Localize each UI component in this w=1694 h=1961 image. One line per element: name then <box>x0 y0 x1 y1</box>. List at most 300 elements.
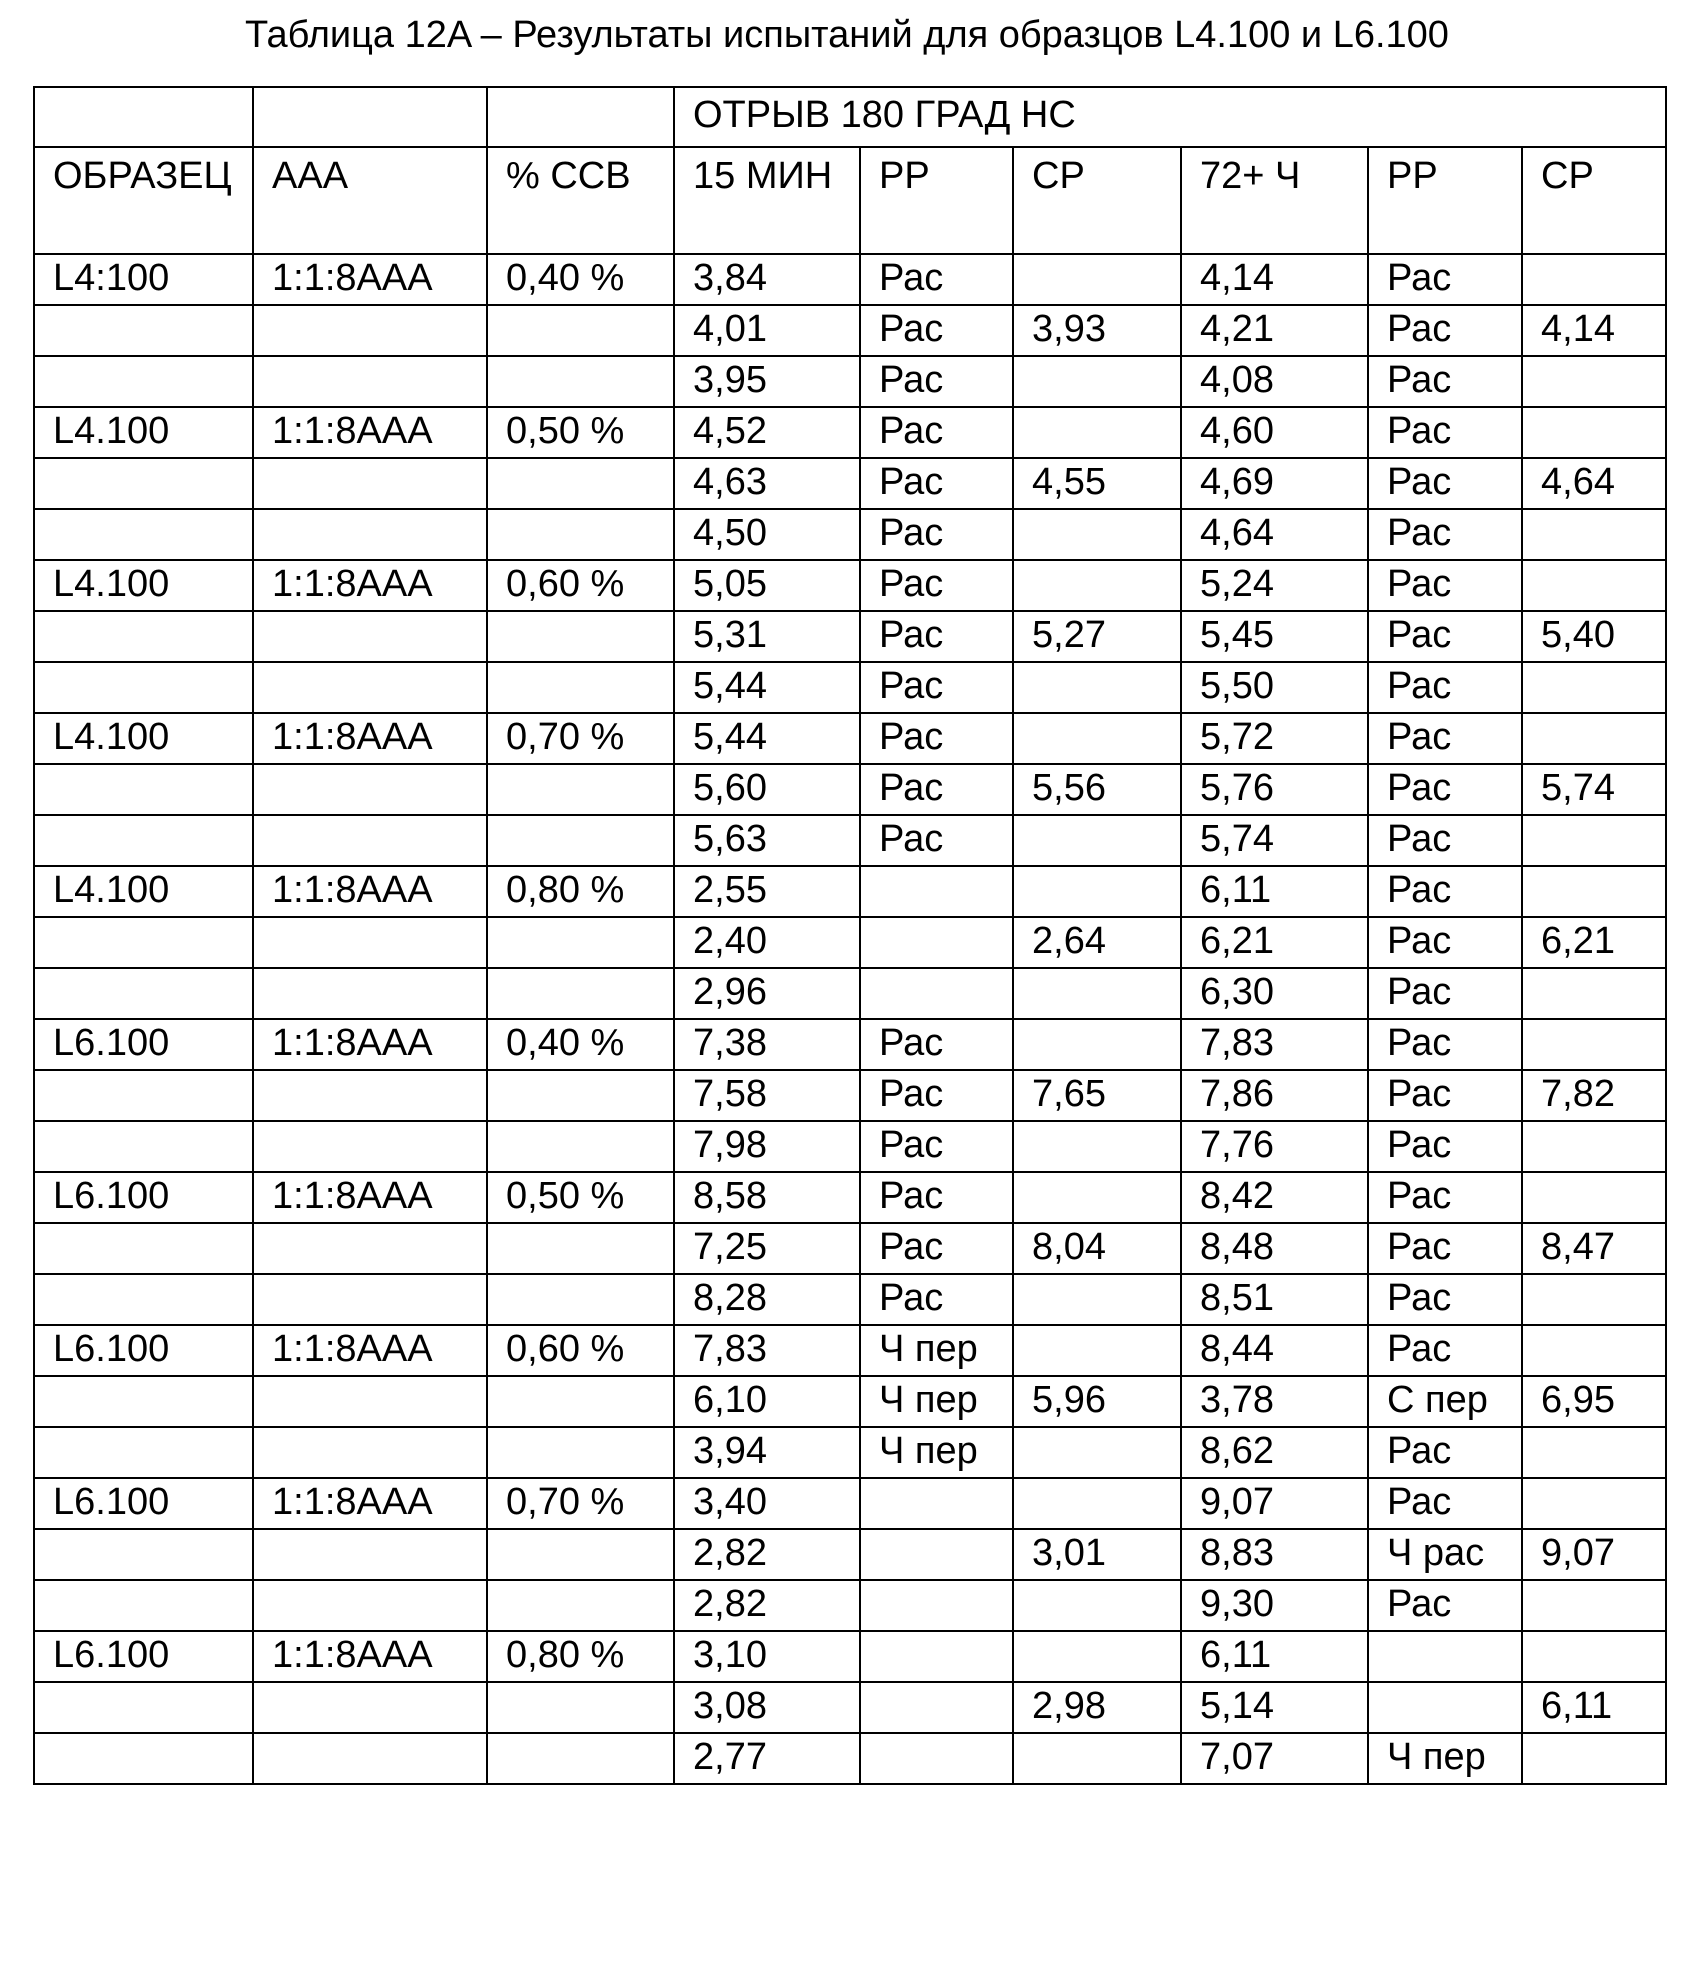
header-aaa: AAA <box>253 147 487 254</box>
cell-sample <box>34 1733 253 1784</box>
cell-pp-15-min: Рас <box>860 764 1013 815</box>
cell-aaa <box>253 1427 487 1478</box>
cell-sample <box>34 968 253 1019</box>
cell-cp-15-min <box>1013 1325 1181 1376</box>
cell-sample <box>34 509 253 560</box>
table-row <box>34 1376 1666 1427</box>
cell-cp-15-min: 3,93 <box>1013 305 1181 356</box>
table-row <box>34 611 1666 662</box>
cell-pp-15-min: Рас <box>860 1172 1013 1223</box>
cell-value-15-min: 7,58 <box>674 1070 860 1121</box>
cell-cp-72-h: 8,47 <box>1522 1223 1666 1274</box>
cell-ccb <box>487 1070 674 1121</box>
cell-pp-15-min: Рас <box>860 1121 1013 1172</box>
header-empty-cell <box>34 87 253 147</box>
cell-ccb <box>487 764 674 815</box>
cell-value-72-h: 7,76 <box>1181 1121 1368 1172</box>
table-row <box>34 1019 1666 1070</box>
cell-ccb <box>487 1376 674 1427</box>
cell-pp-15-min: Рас <box>860 254 1013 305</box>
table-row <box>34 509 1666 560</box>
cell-cp-72-h <box>1522 713 1666 764</box>
cell-ccb <box>487 968 674 1019</box>
cell-value-15-min: 5,44 <box>674 662 860 713</box>
cell-pp-72-h: Рас <box>1368 764 1522 815</box>
header-pp-2: РР <box>1368 147 1522 254</box>
table-row <box>34 458 1666 509</box>
cell-value-72-h: 8,48 <box>1181 1223 1368 1274</box>
cell-pp-15-min: Рас <box>860 407 1013 458</box>
cell-aaa: 1:1:8AAA <box>253 254 487 305</box>
cell-pp-15-min: Рас <box>860 560 1013 611</box>
cell-cp-15-min <box>1013 1478 1181 1529</box>
cell-pp-72-h: Рас <box>1368 1325 1522 1376</box>
cell-aaa: 1:1:8AAA <box>253 1172 487 1223</box>
cell-value-15-min: 8,28 <box>674 1274 860 1325</box>
cell-ccb <box>487 662 674 713</box>
cell-value-72-h: 7,83 <box>1181 1019 1368 1070</box>
cell-value-15-min: 3,95 <box>674 356 860 407</box>
cell-pp-15-min <box>860 1580 1013 1631</box>
cell-cp-72-h <box>1522 560 1666 611</box>
cell-pp-72-h: Рас <box>1368 1019 1522 1070</box>
cell-cp-15-min <box>1013 560 1181 611</box>
table-row <box>34 917 1666 968</box>
header-cp-1: СР <box>1013 147 1181 254</box>
cell-ccb <box>487 1274 674 1325</box>
table-row <box>34 1274 1666 1325</box>
cell-pp-72-h: Рас <box>1368 917 1522 968</box>
cell-aaa <box>253 968 487 1019</box>
cell-aaa <box>253 356 487 407</box>
table-row <box>34 356 1666 407</box>
cell-value-72-h: 8,42 <box>1181 1172 1368 1223</box>
cell-cp-72-h <box>1522 662 1666 713</box>
cell-cp-72-h <box>1522 1580 1666 1631</box>
table-row <box>34 1478 1666 1529</box>
cell-cp-15-min <box>1013 509 1181 560</box>
cell-value-15-min: 3,40 <box>674 1478 860 1529</box>
table-row <box>34 866 1666 917</box>
cell-cp-15-min: 8,04 <box>1013 1223 1181 1274</box>
cell-value-72-h: 7,86 <box>1181 1070 1368 1121</box>
cell-value-72-h: 8,62 <box>1181 1427 1368 1478</box>
cell-ccb: 0,80 % <box>487 1631 674 1682</box>
cell-cp-15-min <box>1013 1019 1181 1070</box>
cell-value-72-h: 9,07 <box>1181 1478 1368 1529</box>
cell-aaa <box>253 1223 487 1274</box>
cell-ccb: 0,50 % <box>487 407 674 458</box>
cell-aaa: 1:1:8AAA <box>253 866 487 917</box>
cell-value-15-min: 5,05 <box>674 560 860 611</box>
cell-pp-72-h: Рас <box>1368 356 1522 407</box>
cell-pp-15-min: Рас <box>860 815 1013 866</box>
cell-cp-72-h: 5,74 <box>1522 764 1666 815</box>
header-sample: ОБРАЗЕЦ <box>34 147 253 254</box>
cell-pp-15-min: Рас <box>860 1019 1013 1070</box>
cell-value-72-h: 4,60 <box>1181 407 1368 458</box>
cell-pp-15-min: Рас <box>860 662 1013 713</box>
cell-pp-15-min: Ч пер <box>860 1376 1013 1427</box>
header-empty-cell <box>253 87 487 147</box>
cell-pp-72-h: Рас <box>1368 254 1522 305</box>
cell-cp-15-min: 2,98 <box>1013 1682 1181 1733</box>
cell-pp-15-min <box>860 1478 1013 1529</box>
cell-aaa <box>253 1274 487 1325</box>
cell-pp-72-h <box>1368 1682 1522 1733</box>
header-pp-1: РР <box>860 147 1013 254</box>
cell-sample: L4.100 <box>34 407 253 458</box>
cell-aaa <box>253 1682 487 1733</box>
cell-aaa: 1:1:8AAA <box>253 1631 487 1682</box>
cell-cp-15-min <box>1013 1274 1181 1325</box>
cell-cp-72-h <box>1522 254 1666 305</box>
cell-value-72-h: 4,14 <box>1181 254 1368 305</box>
header-15-min: 15 МИН <box>674 147 860 254</box>
cell-aaa <box>253 1070 487 1121</box>
cell-value-72-h: 5,14 <box>1181 1682 1368 1733</box>
cell-ccb: 0,40 % <box>487 254 674 305</box>
cell-value-72-h: 5,24 <box>1181 560 1368 611</box>
cell-sample: L6.100 <box>34 1019 253 1070</box>
cell-ccb <box>487 1427 674 1478</box>
cell-pp-15-min: Рас <box>860 356 1013 407</box>
cell-value-15-min: 3,94 <box>674 1427 860 1478</box>
cell-ccb: 0,40 % <box>487 1019 674 1070</box>
cell-cp-72-h: 9,07 <box>1522 1529 1666 1580</box>
cell-pp-72-h: Рас <box>1368 1121 1522 1172</box>
cell-cp-15-min: 4,55 <box>1013 458 1181 509</box>
cell-value-72-h: 7,07 <box>1181 1733 1368 1784</box>
results-table <box>33 86 1667 1785</box>
cell-aaa: 1:1:8AAA <box>253 1325 487 1376</box>
cell-cp-15-min: 5,96 <box>1013 1376 1181 1427</box>
cell-cp-15-min <box>1013 1172 1181 1223</box>
cell-value-15-min: 6,10 <box>674 1376 860 1427</box>
cell-cp-15-min <box>1013 1427 1181 1478</box>
cell-value-72-h: 5,74 <box>1181 815 1368 866</box>
cell-ccb <box>487 1529 674 1580</box>
cell-sample <box>34 917 253 968</box>
cell-value-72-h: 5,76 <box>1181 764 1368 815</box>
cell-sample: L6.100 <box>34 1325 253 1376</box>
table-row <box>34 1121 1666 1172</box>
cell-sample <box>34 305 253 356</box>
cell-sample <box>34 764 253 815</box>
table-title: Таблица 12A – Результаты испытаний для образцов L4.100 и L6.100 <box>245 14 1449 56</box>
cell-cp-15-min <box>1013 866 1181 917</box>
table-row <box>34 1223 1666 1274</box>
cell-aaa: 1:1:8AAA <box>253 560 487 611</box>
cell-pp-72-h: Рас <box>1368 1427 1522 1478</box>
cell-value-72-h: 4,64 <box>1181 509 1368 560</box>
cell-ccb: 0,60 % <box>487 1325 674 1376</box>
cell-aaa <box>253 815 487 866</box>
cell-cp-72-h <box>1522 509 1666 560</box>
table-row <box>34 815 1666 866</box>
cell-value-72-h: 6,11 <box>1181 866 1368 917</box>
table-row <box>34 1325 1666 1376</box>
table-row <box>34 713 1666 764</box>
cell-cp-72-h: 4,64 <box>1522 458 1666 509</box>
cell-cp-15-min <box>1013 1580 1181 1631</box>
cell-pp-72-h: С пер <box>1368 1376 1522 1427</box>
cell-ccb <box>487 305 674 356</box>
cell-pp-72-h: Рас <box>1368 968 1522 1019</box>
cell-aaa <box>253 1733 487 1784</box>
cell-value-72-h: 6,30 <box>1181 968 1368 1019</box>
cell-pp-15-min: Рас <box>860 1223 1013 1274</box>
cell-pp-72-h: Рас <box>1368 611 1522 662</box>
cell-cp-15-min <box>1013 1733 1181 1784</box>
cell-cp-15-min <box>1013 1631 1181 1682</box>
cell-sample <box>34 1376 253 1427</box>
cell-value-15-min: 7,98 <box>674 1121 860 1172</box>
cell-value-72-h: 5,72 <box>1181 713 1368 764</box>
cell-ccb: 0,60 % <box>487 560 674 611</box>
cell-pp-72-h: Рас <box>1368 509 1522 560</box>
cell-pp-72-h: Рас <box>1368 1223 1522 1274</box>
cell-pp-72-h: Рас <box>1368 713 1522 764</box>
cell-aaa <box>253 764 487 815</box>
cell-pp-72-h: Рас <box>1368 1070 1522 1121</box>
cell-pp-72-h: Рас <box>1368 866 1522 917</box>
cell-cp-72-h <box>1522 1121 1666 1172</box>
cell-pp-72-h: Рас <box>1368 1172 1522 1223</box>
cell-value-72-h: 9,30 <box>1181 1580 1368 1631</box>
cell-sample <box>34 1682 253 1733</box>
cell-value-72-h: 4,08 <box>1181 356 1368 407</box>
cell-pp-72-h: Ч рас <box>1368 1529 1522 1580</box>
cell-cp-15-min: 7,65 <box>1013 1070 1181 1121</box>
cell-sample: L4.100 <box>34 866 253 917</box>
cell-ccb <box>487 815 674 866</box>
cell-pp-72-h: Рас <box>1368 662 1522 713</box>
cell-sample <box>34 611 253 662</box>
cell-ccb <box>487 509 674 560</box>
cell-pp-15-min: Рас <box>860 611 1013 662</box>
table-row <box>34 1682 1666 1733</box>
cell-aaa <box>253 662 487 713</box>
cell-sample <box>34 1121 253 1172</box>
cell-value-15-min: 2,55 <box>674 866 860 917</box>
table-row <box>34 560 1666 611</box>
cell-value-15-min: 2,77 <box>674 1733 860 1784</box>
cell-cp-72-h <box>1522 356 1666 407</box>
cell-pp-15-min <box>860 917 1013 968</box>
cell-sample <box>34 662 253 713</box>
cell-aaa: 1:1:8AAA <box>253 713 487 764</box>
cell-value-15-min: 7,38 <box>674 1019 860 1070</box>
table-row <box>34 254 1666 305</box>
cell-value-15-min: 2,96 <box>674 968 860 1019</box>
cell-value-15-min: 7,83 <box>674 1325 860 1376</box>
cell-cp-72-h <box>1522 1631 1666 1682</box>
cell-pp-72-h <box>1368 1631 1522 1682</box>
cell-ccb <box>487 1580 674 1631</box>
cell-value-15-min: 2,40 <box>674 917 860 968</box>
header-peel-group: ОТРЫВ 180 ГРАД НС <box>674 87 1666 147</box>
cell-cp-72-h: 6,21 <box>1522 917 1666 968</box>
cell-aaa: 1:1:8AAA <box>253 1019 487 1070</box>
cell-pp-15-min <box>860 866 1013 917</box>
cell-aaa <box>253 1529 487 1580</box>
cell-value-72-h: 6,21 <box>1181 917 1368 968</box>
cell-sample <box>34 1223 253 1274</box>
header-empty-cell <box>487 87 674 147</box>
cell-pp-72-h: Рас <box>1368 407 1522 458</box>
cell-aaa <box>253 458 487 509</box>
cell-cp-15-min <box>1013 254 1181 305</box>
cell-cp-15-min <box>1013 407 1181 458</box>
cell-pp-15-min: Рас <box>860 305 1013 356</box>
header-row-group <box>34 87 1666 147</box>
cell-cp-72-h <box>1522 1427 1666 1478</box>
table-row <box>34 1631 1666 1682</box>
cell-value-72-h: 8,83 <box>1181 1529 1368 1580</box>
table-row <box>34 1172 1666 1223</box>
cell-ccb <box>487 356 674 407</box>
cell-cp-72-h <box>1522 1325 1666 1376</box>
cell-pp-15-min: Рас <box>860 509 1013 560</box>
cell-cp-15-min <box>1013 815 1181 866</box>
cell-pp-72-h: Рас <box>1368 1478 1522 1529</box>
cell-cp-72-h <box>1522 407 1666 458</box>
cell-aaa: 1:1:8AAA <box>253 407 487 458</box>
cell-cp-15-min <box>1013 356 1181 407</box>
cell-cp-72-h <box>1522 1274 1666 1325</box>
cell-cp-72-h: 6,95 <box>1522 1376 1666 1427</box>
table-row <box>34 1427 1666 1478</box>
cell-sample: L4.100 <box>34 560 253 611</box>
cell-aaa <box>253 305 487 356</box>
cell-cp-15-min <box>1013 968 1181 1019</box>
cell-aaa: 1:1:8AAA <box>253 1478 487 1529</box>
cell-ccb: 0,80 % <box>487 866 674 917</box>
cell-pp-72-h: Рас <box>1368 1580 1522 1631</box>
cell-value-15-min: 4,52 <box>674 407 860 458</box>
cell-value-15-min: 5,60 <box>674 764 860 815</box>
cell-cp-72-h <box>1522 1019 1666 1070</box>
cell-value-72-h: 4,21 <box>1181 305 1368 356</box>
cell-value-15-min: 2,82 <box>674 1529 860 1580</box>
cell-aaa <box>253 611 487 662</box>
cell-pp-15-min: Рас <box>860 1274 1013 1325</box>
cell-sample <box>34 1070 253 1121</box>
cell-value-15-min: 5,44 <box>674 713 860 764</box>
cell-value-15-min: 3,08 <box>674 1682 860 1733</box>
cell-pp-15-min: Рас <box>860 713 1013 764</box>
cell-cp-72-h: 4,14 <box>1522 305 1666 356</box>
cell-value-72-h: 4,69 <box>1181 458 1368 509</box>
cell-pp-72-h: Рас <box>1368 1274 1522 1325</box>
cell-pp-72-h: Рас <box>1368 560 1522 611</box>
cell-ccb <box>487 611 674 662</box>
cell-pp-15-min: Ч пер <box>860 1325 1013 1376</box>
cell-value-72-h: 3,78 <box>1181 1376 1368 1427</box>
cell-pp-15-min <box>860 1682 1013 1733</box>
cell-sample <box>34 1580 253 1631</box>
cell-sample: L4:100 <box>34 254 253 305</box>
cell-value-15-min: 8,58 <box>674 1172 860 1223</box>
cell-sample <box>34 815 253 866</box>
cell-pp-15-min <box>860 968 1013 1019</box>
cell-cp-72-h <box>1522 1733 1666 1784</box>
cell-aaa <box>253 509 487 560</box>
cell-ccb <box>487 1121 674 1172</box>
cell-pp-72-h: Рас <box>1368 458 1522 509</box>
header-ccb: % ССВ <box>487 147 674 254</box>
cell-cp-15-min <box>1013 1121 1181 1172</box>
cell-pp-15-min: Ч пер <box>860 1427 1013 1478</box>
cell-cp-72-h <box>1522 968 1666 1019</box>
table-row <box>34 1733 1666 1784</box>
cell-sample: L4.100 <box>34 713 253 764</box>
cell-pp-72-h: Ч пер <box>1368 1733 1522 1784</box>
table-row <box>34 305 1666 356</box>
cell-cp-72-h <box>1522 1478 1666 1529</box>
cell-sample <box>34 1274 253 1325</box>
cell-value-15-min: 7,25 <box>674 1223 860 1274</box>
cell-aaa <box>253 1121 487 1172</box>
cell-pp-15-min <box>860 1733 1013 1784</box>
table-row <box>34 407 1666 458</box>
cell-value-15-min: 5,63 <box>674 815 860 866</box>
cell-value-72-h: 8,51 <box>1181 1274 1368 1325</box>
cell-aaa <box>253 1376 487 1427</box>
cell-value-72-h: 8,44 <box>1181 1325 1368 1376</box>
cell-value-15-min: 4,01 <box>674 305 860 356</box>
cell-ccb <box>487 917 674 968</box>
cell-ccb <box>487 458 674 509</box>
cell-value-15-min: 3,84 <box>674 254 860 305</box>
cell-ccb <box>487 1733 674 1784</box>
cell-cp-72-h <box>1522 815 1666 866</box>
cell-sample <box>34 1529 253 1580</box>
cell-cp-15-min: 3,01 <box>1013 1529 1181 1580</box>
header-row-columns <box>34 147 1666 254</box>
cell-pp-15-min <box>860 1631 1013 1682</box>
cell-sample: L6.100 <box>34 1631 253 1682</box>
table-row <box>34 1070 1666 1121</box>
cell-cp-72-h <box>1522 866 1666 917</box>
cell-value-15-min: 2,82 <box>674 1580 860 1631</box>
cell-cp-15-min <box>1013 662 1181 713</box>
cell-sample <box>34 1427 253 1478</box>
cell-sample <box>34 356 253 407</box>
cell-sample: L6.100 <box>34 1478 253 1529</box>
table-row <box>34 662 1666 713</box>
cell-cp-72-h: 7,82 <box>1522 1070 1666 1121</box>
cell-value-72-h: 5,45 <box>1181 611 1368 662</box>
header-72-h: 72+ Ч <box>1181 147 1368 254</box>
cell-ccb <box>487 1223 674 1274</box>
cell-cp-72-h: 5,40 <box>1522 611 1666 662</box>
cell-value-72-h: 5,50 <box>1181 662 1368 713</box>
cell-cp-72-h: 6,11 <box>1522 1682 1666 1733</box>
cell-ccb: 0,70 % <box>487 713 674 764</box>
table-row <box>34 764 1666 815</box>
cell-cp-15-min: 5,27 <box>1013 611 1181 662</box>
table-row <box>34 968 1666 1019</box>
cell-ccb: 0,50 % <box>487 1172 674 1223</box>
cell-value-72-h: 6,11 <box>1181 1631 1368 1682</box>
cell-cp-15-min <box>1013 713 1181 764</box>
cell-value-15-min: 3,10 <box>674 1631 860 1682</box>
cell-value-15-min: 4,63 <box>674 458 860 509</box>
cell-pp-72-h: Рас <box>1368 815 1522 866</box>
cell-sample: L6.100 <box>34 1172 253 1223</box>
